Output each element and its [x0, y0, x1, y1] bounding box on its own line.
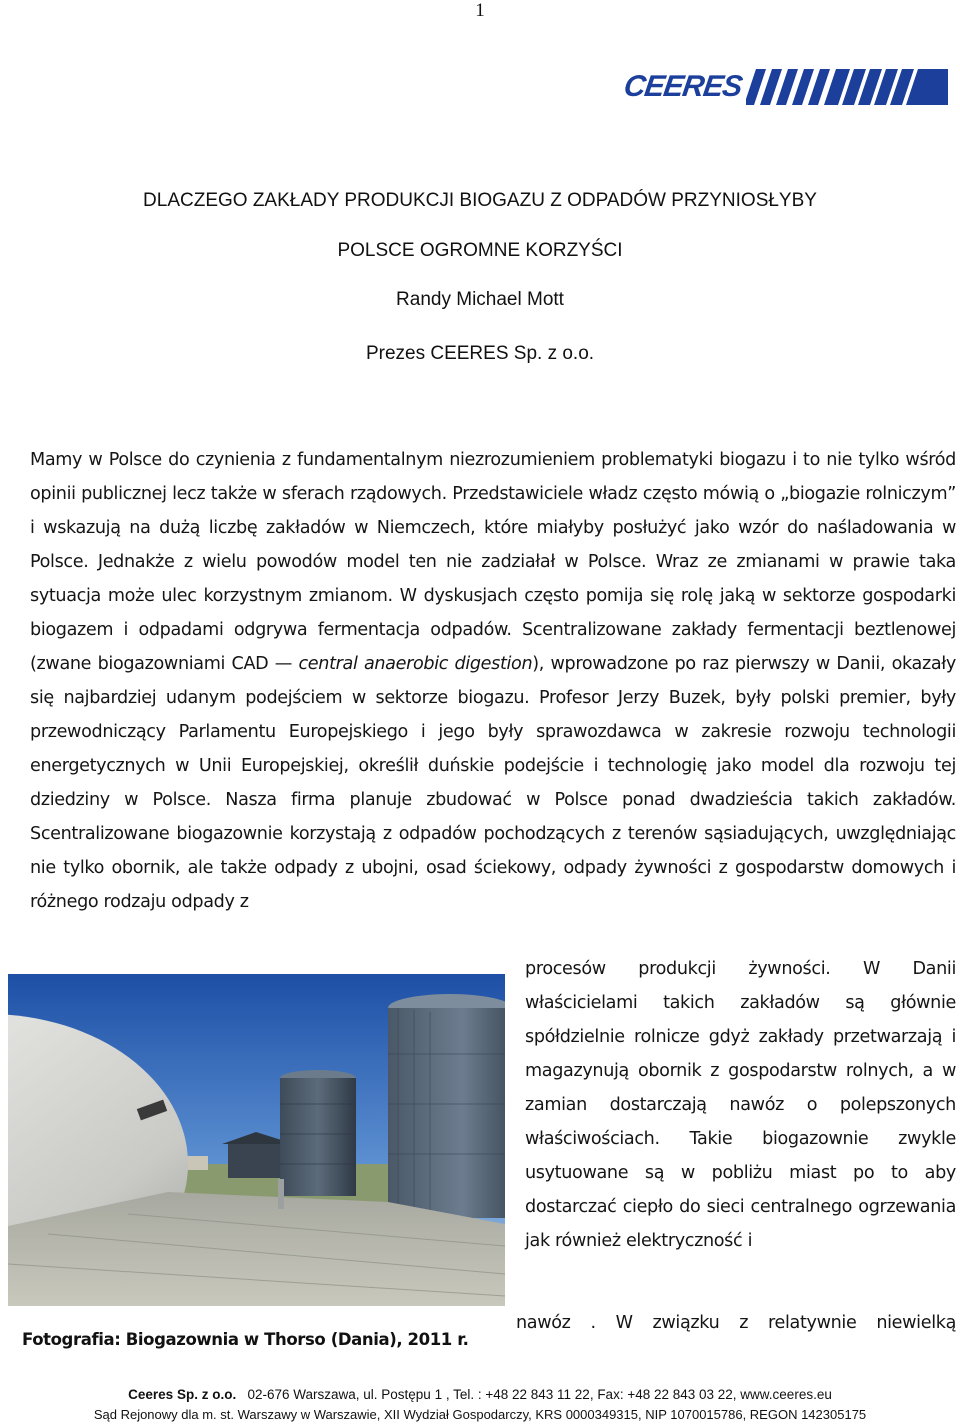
main-paragraph [30, 443, 956, 919]
logo-text: CEERES [621, 70, 744, 103]
side-paragraph [525, 952, 956, 1258]
title-line-2: POLSCE OGROMNE KORZYŚCI [337, 240, 623, 261]
page-number: 1 [475, 0, 485, 21]
paragraph-part-2: ), wprowadzone po raz pierwszy w Danii, okazały się najbardziej udanym podejściem w sektorze biogazu. Profesor Jerzy Buzek, były polski premier, były przewodniczący Parlamentu Europejskiego i jego były sprawozdawca w zakresie rozwoju technologii energetycznych w Unii Europejskiej, określił duńskie podejście i technologię jako model dla rozwoju tej dziedziny w Polsce. Nasza firma planuje zbudować w Polsce ponad dwadzieścia takich zakładów. Scentralizowane biogazownie korzystają z odpadów pochodzących z terenów sąsiadujących, uwzględniając nie tylko obornik, ale także odpady z ubojni, osad ściekowy, odpady żywności z gospodarstw domowych i różnego rodzaju odpady z [30, 654, 956, 912]
footer-contact [0, 1387, 960, 1402]
biogas-plant-illustration [8, 974, 505, 1306]
photo-caption: Fotografia: Biogazownia w Thorso (Dania), 2011 r. [22, 1330, 469, 1349]
biogas-plant-photo [8, 974, 505, 1306]
ceeres-logo [622, 66, 952, 110]
footer-registry: Sąd Rejonowy dla m. st. Warszawy w Warszawie, XII Wydział Gospodarczy, KRS 0000349315, NIP 1070015786, REGON 142305175 [93, 1407, 867, 1422]
paragraph-part-1: Mamy w Polsce do czynienia z fundamentalnym niezrozumieniem problematyki biogazu i to nie tylko wśród opinii publicznej lecz także w sferach rządowych. Przedstawiciele władz często mówią o „biogazie rolniczym” i wskazują na dużą liczbę zakładów w Niemczech, które miałyby posłużyć jako wzór do naśladowania w Polsce. Jednakże z wielu powodów model ten nie zadziałał w Polsce. Wraz ze zmianami w prawie taka sytuacja może ulec korzystnym zmianom. W dyskusjach często pomija się rolę jaką w sektorze gospodarki biogazem i odpadami odgrywa fermentacja odpadów. Scentralizowane zakłady fermentacji beztlenowej (zwane biogazowniami CAD — [30, 450, 956, 674]
title-line-1: DLACZEGO ZAKŁADY PRODUKCJI BIOGAZU Z ODPADÓW PRZYNIOSŁYBY [143, 190, 817, 211]
side-paragraph-text: procesów produkcji żywności. W Danii właścicielami takich zakładów są głównie spółdzielnie rolnicze gdyż zakłady przetwarzają i magazynują obornik z gospodarstw rolnych, a w zamian dostarczają nawóz o polepszonych właściwościach. Takie biogazownie zwykle usytuowane są w pobliżu miast po to aby dostarczać ciepło do sieci centralnego ogrzewania jak również elektryczność i [525, 959, 956, 1251]
paragraph-italic-term: central anaerobic digestion [298, 654, 533, 674]
footer-address: 02-676 Warszawa, ul. Postępu 1 , Tel. : +48 22 843 11 22, Fax: +48 22 843 03 22, www.ceeres.eu [247, 1387, 832, 1402]
author-name: Randy Michael Mott [396, 289, 564, 310]
footer-company: Ceeres Sp. z o.o. [128, 1387, 237, 1402]
side-paragraph-last-line: nawóz . W związku z relatywnie niewielką [516, 1313, 956, 1333]
author-role: Prezes CEERES Sp. z o.o. [365, 343, 595, 364]
logo-stripes-icon [746, 69, 948, 105]
